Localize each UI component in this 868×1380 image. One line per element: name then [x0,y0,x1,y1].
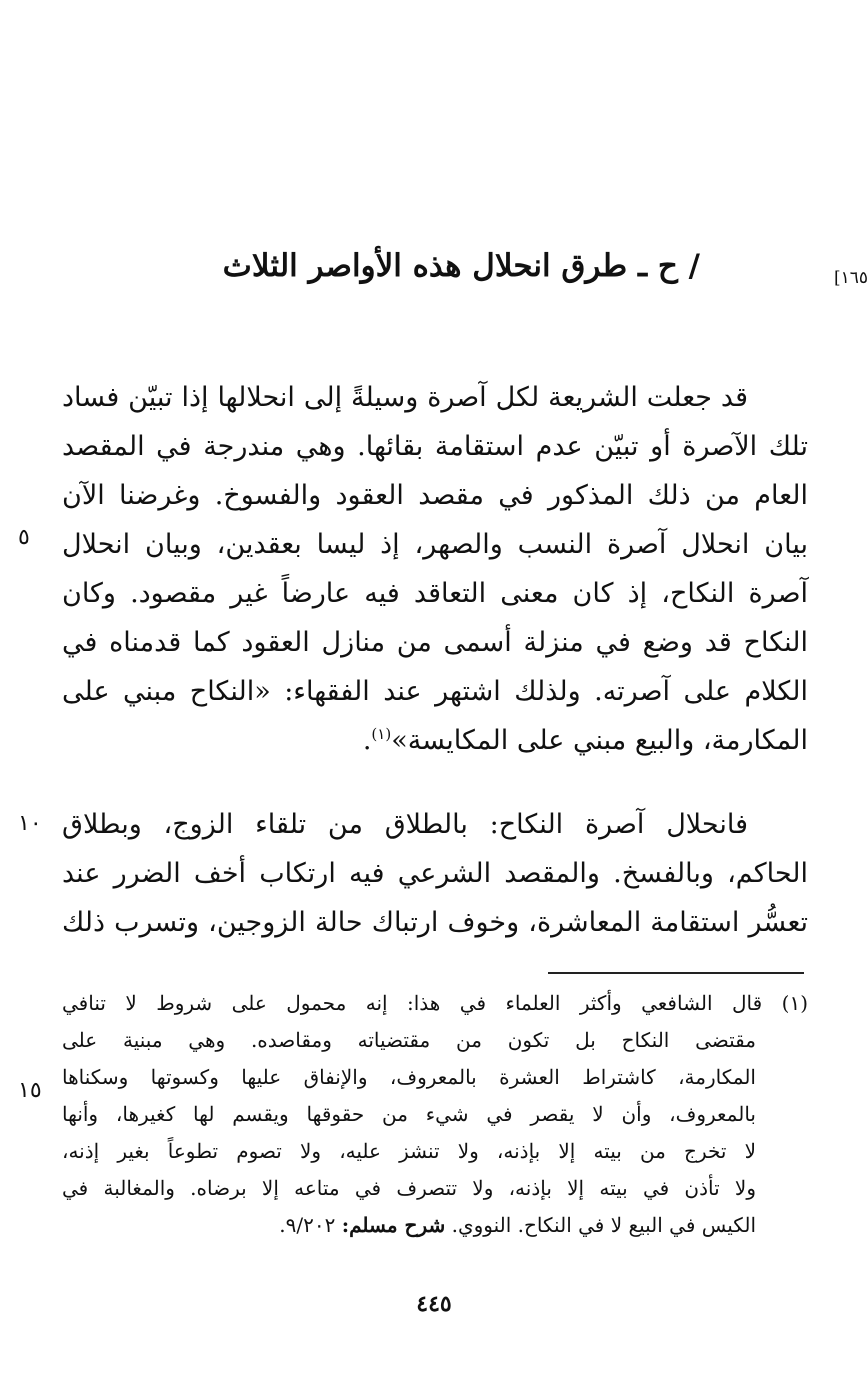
footnote-label: (١) [781,991,808,1015]
footnotes [62,985,808,1244]
section-heading: / ح ـ طرق انحلال هذه الأواصر الثلاث [222,248,700,284]
text-line: تلك الآصرة أو تبيّن عدم استقامة بقائها. وهي مندرجة في المقصد [62,431,808,462]
text-line: الكلام على آصرته. ولذلك اشتهر عند الفقهاء: «النكاح مبني على [62,676,808,707]
page-number: ٤٤٥ [416,1291,452,1317]
footnote-separator [548,972,804,974]
text-fragment: المكارمة، والبيع مبني على المكايسة» [391,725,808,756]
footnote-line [62,1207,808,1244]
line-number-10: ١٠ [18,811,42,836]
text-line: قد جعلت الشريعة لكل آصرة وسيلةً إلى انحلالها إذا تبيّن فساد [62,382,748,413]
footnote-text: الكيس في البيع لا في النكاح. النووي. [451,1213,756,1237]
footnote-reference[interactable]: (١) [371,725,392,743]
text-line: آصرة النكاح، إذ كان معنى التعاقد فيه عارضاً غير مقصود. وكان [62,578,808,609]
text-line: بيان انحلال آصرة النسب والصهر، إذ ليسا بعقدين، وبيان انحلال [62,529,808,560]
footnote-line: لا تخرج من بيته إلا بإذنه، ولا تنشز عليه، ولا تصوم تطوعاً بغير إذنه، [62,1139,756,1163]
source-reference: ٩/٢٠٢. [279,1213,336,1237]
line-number-5: ٥ [18,525,30,550]
source-title: شرح مسلم: [341,1213,446,1237]
footnote-line: مقتضى النكاح بل تكون من مقتضياته ومقاصده. وهي مبنية على [62,1028,756,1052]
text-line: فانحلال آصرة النكاح: بالطلاق من تلقاء الزوج، وبطلاق [62,809,748,840]
text-line: النكاح قد وضع في منزلة أسمى من منازل العقود كما قدمناه في [62,627,808,658]
paragraph-1 [62,373,808,765]
text-line: العام من ذلك المذكور في مقصد العقود والفسوخ. وغرضنا الآن [62,480,808,511]
line-number-15: ١٥ [18,1078,42,1103]
footnote-line [62,985,808,1022]
text-line: تعسُّر استقامة المعاشرة، وخوف ارتباك حالة الزوجين، وتسرب ذلك [62,907,808,938]
text-line [62,716,808,765]
original-page-marker: [١٦٥ [833,268,868,288]
text-line: الحاكم، وبالفسخ. والمقصد الشرعي فيه ارتكاب أخف الضرر عند [62,858,808,889]
footnote-text: قال الشافعي وأكثر العلماء في هذا: إنه محمول على شروط لا تنافي [62,991,763,1015]
footnote-line: ولا تأذن في بيته إلا بإذنه، ولا تتصرف في متاعه إلا برضاه. والمغالبة في [62,1176,756,1200]
paragraph-2 [62,800,808,947]
footnote-line: بالمعروف، وأن لا يقصر في شيء من حقوقها ويقسم لها كغيرها، وأنها [62,1102,756,1126]
sentence-end: . [362,725,372,756]
footnote-line: المكارمة، كاشتراط العشرة بالمعروف، والإنفاق عليها وكسوتها وسكناها [62,1065,756,1089]
